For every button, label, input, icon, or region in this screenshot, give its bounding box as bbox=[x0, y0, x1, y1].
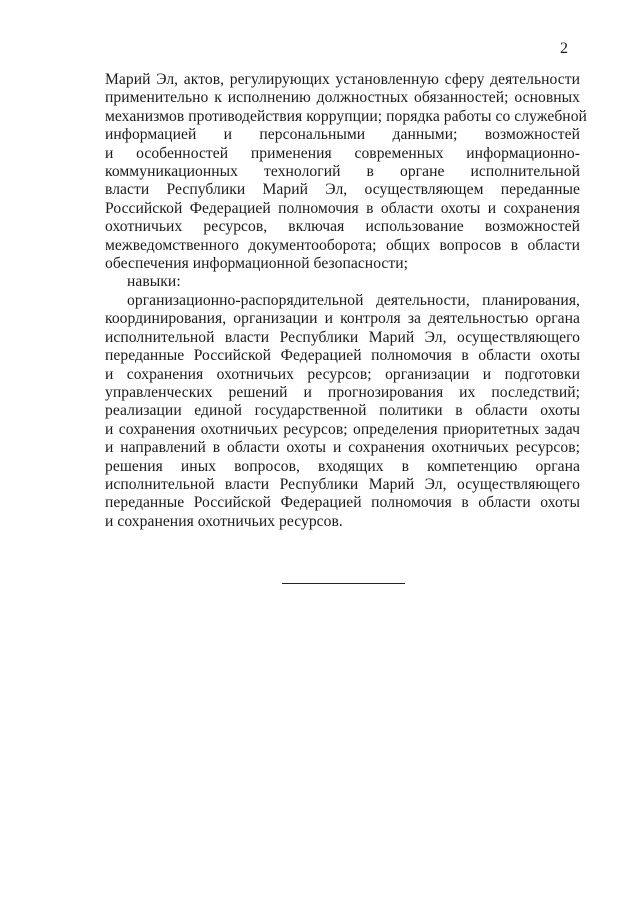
text-line: информацией и персональными данными; возможностей bbox=[105, 126, 580, 144]
text-line: навыки: bbox=[127, 273, 181, 291]
text-line: механизмов противодействия коррупции; порядка работы со служебной bbox=[105, 107, 587, 125]
paragraph-3 bbox=[105, 292, 580, 531]
text-line: власти Республики Марий Эл, осуществляющем переданные bbox=[105, 181, 580, 199]
text-line: реализации единой государственной политики в области охоты bbox=[105, 402, 580, 420]
text-line: управленческих решений и прогнозирования их последствий; bbox=[105, 383, 580, 401]
paragraph-2 bbox=[105, 273, 580, 291]
text-line: коммуникационных технологий в органе исполнительной bbox=[105, 163, 580, 181]
text-line: охотничьих ресурсов, включая использование возможностей bbox=[105, 218, 580, 236]
text-line: межведомственного документооборота; общих вопросов в области bbox=[105, 236, 580, 254]
text-line: Российской Федерацией полномочия в области охоты и сохранения bbox=[105, 199, 580, 217]
text-line: и особенностей применения современных информационно- bbox=[105, 144, 580, 162]
text-line: и сохранения охотничьих ресурсов; определения приоритетных задач bbox=[105, 420, 580, 438]
text-line: и направлений в области охоты и сохранения охотничьих ресурсов; bbox=[105, 439, 580, 457]
text-line: переданные Российской Федерацией полномочия в области охоты bbox=[105, 347, 580, 365]
text-line: обеспечения информационной безопасности; bbox=[105, 255, 409, 273]
text-line: исполнительной власти Республики Марий Эл, осуществляющего bbox=[105, 328, 580, 346]
text-line: и сохранения охотничьих ресурсов. bbox=[105, 512, 343, 530]
text-line: и сохранения охотничьих ресурсов; организации и подготовки bbox=[105, 365, 580, 383]
text-line: исполнительной власти Республики Марий Эл, осуществляющего bbox=[105, 475, 580, 493]
text-line: решения иных вопросов, входящих в компетенцию органа bbox=[105, 457, 580, 475]
text-line: применительно к исполнению должностных обязанностей; основных bbox=[105, 89, 580, 107]
text-line: организационно-распорядительной деятельности, планирования, bbox=[127, 291, 580, 309]
body-text bbox=[105, 71, 587, 531]
text-line: Марий Эл, актов, регулирующих установленную сферу деятельности bbox=[105, 71, 580, 88]
page-number: 2 bbox=[560, 40, 568, 57]
text-line: переданные Российской Федерацией полномочия в области охоты bbox=[105, 494, 580, 512]
paragraph-1 bbox=[105, 71, 587, 273]
text-line: координирования, организации и контроля за деятельностью органа bbox=[105, 310, 580, 328]
end-of-document-rule bbox=[282, 583, 405, 584]
